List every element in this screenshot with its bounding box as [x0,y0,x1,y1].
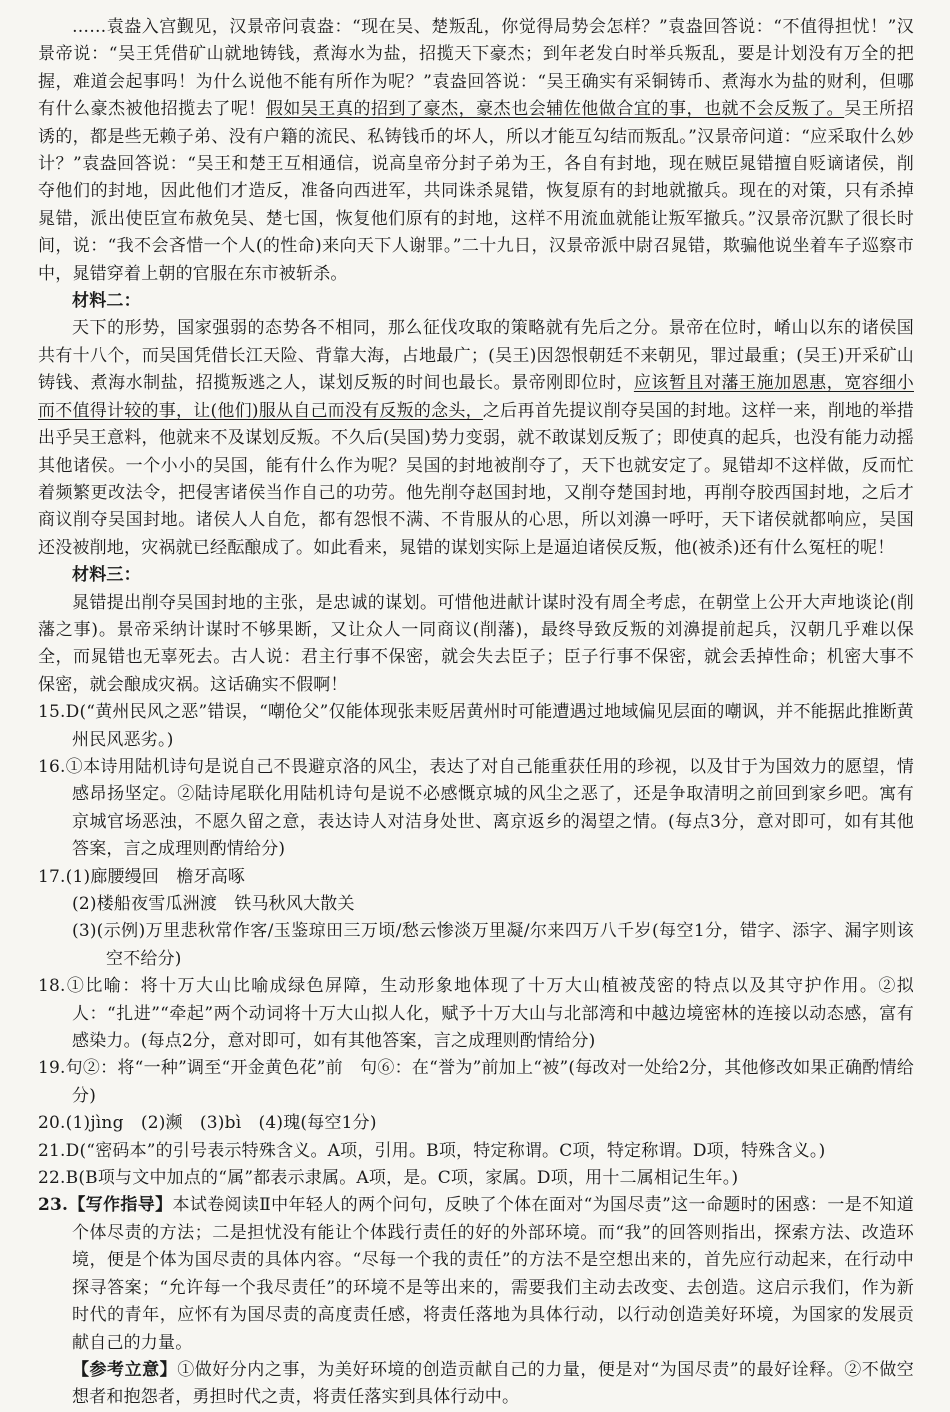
material2-paragraph [38,315,914,562]
answer-20: 20.(1)jìng (2)濒 (3)bì (4)瑰(每空1分) [38,1113,377,1134]
answer-17-1: 17.(1)廊腰缦回 檐牙高啄 [38,866,246,887]
answer-15: 15.D(“黄州民风之恶”错误，“嘲伧父”仅能体现张耒贬居黄州时可能遭遇过地域偏见层面的嘲讽，并不能据此推断黄州民风恶劣。) [38,702,914,750]
material3-heading: 材料三： [72,565,141,586]
material1-paragraph [38,14,914,288]
answer-21: 21.D(“密码本”的引号表示特殊含义。A项，引用。B项，特定称谓。C项，特定称谓。D项，特殊含义。) [38,1140,826,1161]
answer-18: 18.①比喻：将十万大山比喻成绿色屏障，生动形象地体现了十万大山植被茂密的特点以及其守护作用。②拟人：“扎进”“牵起”两个动词将十万大山拟人化，赋予十万大山与北部湾和中越边境密林的连接以动态感，富有感染力。(每点2分，意对即可，如有其他答案，言之成理则酌情给分) [38,976,914,1052]
material1-text-rest: 吴王所招诱的，都是些无赖子弟、没有户籍的流民、私铸钱币的坏人，所以才能互勾结而叛乱。”汉景帝问道：“应采取什么妙计？”袁盎回答说：“吴王和楚王互相通信，说高皇帝分封子弟为王，各自有封地，现在贼臣晁错擅自贬谪诸侯，削夺他们的封地，因此他们才造反，准备向西进军，共同诛杀晁错，恢复原有的封地就撤兵。现在的对策，只有杀掉晁错，派出使臣宣布赦免吴、楚七国，恢复他们原有的封地，这样不用流血就能让叛军撤兵。”汉景帝沉默了很长时间，说：“我不会吝惜一个人(的性命)来向天下人谢罪。”二十九日，汉景帝派中尉召晁错，欺骗他说坐着车子巡察市中，晁错穿着上朝的官服在东市被斩杀。 [38,99,914,284]
answer-23 [38,1192,914,1356]
answer-19: 19.句②：将“一种”调至“开金黄色花”前 句⑥：在“誉为”前加上“被”(每改对一处给2分，其他修改如果正确酌情给分) [38,1058,914,1106]
answer-23-label: 23.【写作指导】 [38,1195,173,1216]
answer-22: 22.B(B项与文中加点的“属”都表示隶属。A项，是。C项，家属。D项，用十二属相记生年。) [38,1168,739,1189]
material3-paragraph: 晁错提出削夺吴国封地的主张，是忠诚的谋划。可惜他进献计谋时没有周全考虑，在朝堂上公开大声地谈论(削藩之事)。景帝采纳计谋时不够果断，又让众人一同商议(削藩)，最终导致反叛的刘濞提前起兵，汉朝几乎难以保全，而晁错也无辜死去。古人说：君主行事不保密，就会失去臣子；臣子行事不保密，就会丢掉性命；机密大事不保密，就会酿成灾祸。这话确实不假啊！ [38,592,914,695]
answer-16: 16.①本诗用陆机诗句是说自己不畏避京洛的风尘，表达了对自己能重获任用的珍视，以及甘于为国效力的愿望，情感昂扬坚定。②陆诗尾联化用陆机诗句是说不必感慨京城的风尘之恶了，还是争取清明之前回到家乡吧。寓有京城官场恶浊，不愿久留之意，表达诗人对洁身处世、离京返乡的渴望之情。(每点3分，意对即可，如有其他答案，言之成理则酌情给分) [38,756,914,860]
material2-underlined-text: 应该暂且对藩王施加恩惠，宽容细小而不值得计较的事，让(他们)服从自己而没有反叛的念头， [38,373,914,421]
answer-23-reference-text: ①做好分内之事，为美好环境的创造贡献自己的力量，便是对“为国尽责”的最好诠释。②不做空想者和抱怨者，勇担时代之责，将责任落实到具体行动中。 [72,1359,915,1408]
answer-17-3: (3)(示例)万里悲秋常作客/玉鉴琼田三万顷/愁云惨淡万里凝/尔来四万八千岁(每空1分，错字、添字、漏字则该空不给分) [72,921,914,969]
material1-text: ……袁盎入宫觐见，汉景帝问袁盎：“现在吴、楚叛乱，你觉得局势会怎样？”袁盎回答说：“不值得担忧！”汉景帝说：“吴王凭借矿山就地铸钱，煮海水为盐，招揽天下豪杰；到年老发白时举兵叛乱，要是计划没有万全的把握，难道会起事吗！为什么说他不能有所作为呢？”袁盎回答说：“吴王确实有采铜铸币、煮海水为盐的财利，但哪有什么豪杰被他招揽去了呢！ [38,17,914,120]
material2-text: 天下的形势，国家强弱的态势各不相同，那么征伐攻取的策略就有先后之分。景帝在位时，崤山以东的诸侯国共有十八个，而吴国凭借长江天险、背靠大海，占地最广；(吴王)因怨恨朝廷不来朝见，罪过最重；(吴王)开采矿山铸钱、煮海水制盐，招揽叛逃之人，谋划反叛的时间也最长。景帝刚即位时， [38,318,914,394]
answer-23-text: 本试卷阅读Ⅱ中年轻人的两个问句，反映了个体在面对“为国尽责”这一命题时的困惑：一是不知道个体尽责的方法；二是担忧没有能让个体践行责任的好的外部环境。而“我”的回答则指出，探索方法、改造环境，便是个体为国尽责的具体内容。“尽每一个我的责任”的方法不是空想出来的，首先应行动起来，在行动中探寻答案；“允许每一个我尽责任”的环境不是等出来的，需要我们主动去改变、去创造。这启示我们，作为新时代的青年，应怀有为国尽责的高度责任感，将责任落地为具体行动，以行动创造美好环境，为国家的发展贡献自己的力量。 [72,1195,914,1353]
material1-underlined-text: 假如吴王真的招到了豪杰，豪杰也会辅佐他做合宜的事，也就不会反叛了。 [265,99,845,120]
material2-text-rest: 之后再首先提议削夺吴国的封地。这样一来，削地的举措出乎吴王意料，他就来不及谋划反叛。不久后(吴国)势力变弱，就不敢谋划反叛了；即使真的起兵，也没有能力动摇其他诸侯。一个小小的吴国，能有什么作为呢？吴国的封地被削夺了，天下也就安定了。晁错却不这样做，反而忙着频繁更改法令，把侵害诸侯当作自己的功劳。他先削夺赵国封地，又削夺楚国封地，再削夺胶西国封地，之后才商议削夺吴国封地。诸侯人人自危，都有怨恨不满、不肯服从的心思，所以刘濞一呼吁，天下诸侯就都响应，吴国还没被削地，灾祸就已经酝酿成了。如此看来，晁错的谋划实际上是逼迫诸侯反叛，他(被杀)还有什么冤枉的呢！ [38,400,915,558]
answer-23-reference [38,1357,914,1412]
answer-17-2: (2)楼船夜雪瓜洲渡 铁马秋风大散关 [72,894,355,914]
answer-23-reference-label: 【参考立意】 [72,1359,178,1380]
material2-heading: 材料二： [72,291,141,312]
